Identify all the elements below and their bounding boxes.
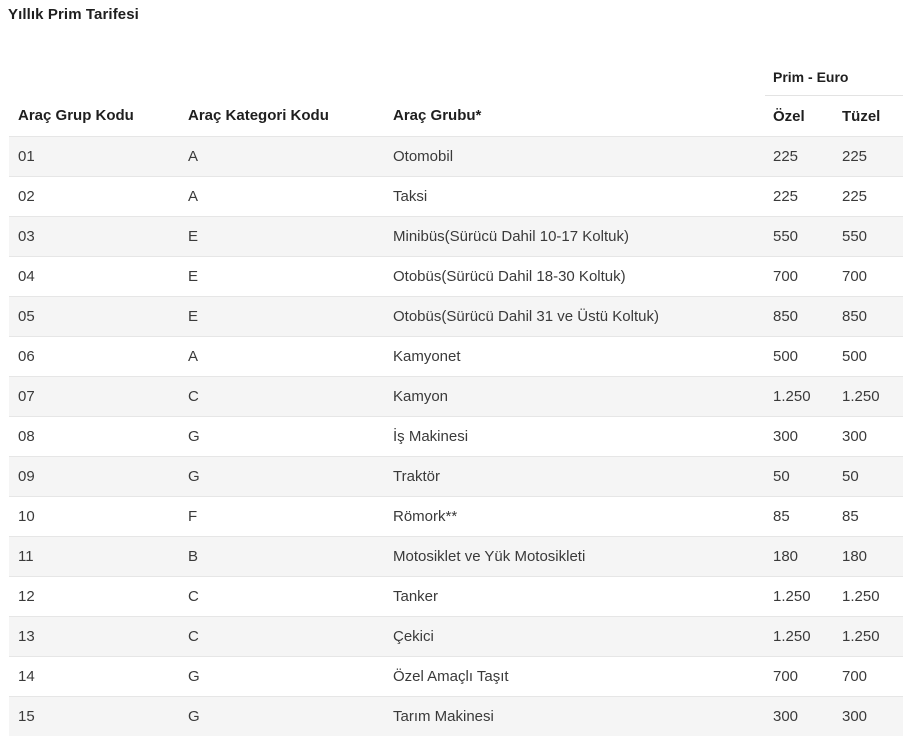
premium-tariff-table: [9, 58, 903, 736]
table-row: [9, 497, 903, 537]
cell-vehicle-group-code: 12: [9, 577, 179, 617]
cell-vehicle-category-code: F: [179, 497, 384, 537]
cell-vehicle-group: Özel Amaçlı Taşıt: [384, 657, 765, 697]
table-row: [9, 217, 903, 257]
table-row: [9, 417, 903, 457]
cell-vehicle-category-code: A: [179, 337, 384, 377]
cell-private-premium: 1.250: [765, 577, 834, 617]
cell-vehicle-group-code: 09: [9, 457, 179, 497]
cell-vehicle-group: Kamyon: [384, 377, 765, 417]
table-row: [9, 577, 903, 617]
cell-vehicle-category-code: A: [179, 137, 384, 177]
cell-private-premium: 225: [765, 177, 834, 217]
table-row: [9, 297, 903, 337]
cell-vehicle-group-code: 13: [9, 617, 179, 657]
cell-vehicle-group: Otobüs(Sürücü Dahil 31 ve Üstü Koltuk): [384, 297, 765, 337]
cell-corporate-premium: 550: [834, 217, 903, 257]
cell-vehicle-group: Otomobil: [384, 137, 765, 177]
cell-vehicle-group-code: 11: [9, 537, 179, 577]
table-row: [9, 177, 903, 217]
cell-vehicle-category-code: E: [179, 257, 384, 297]
cell-vehicle-group: Tarım Makinesi: [384, 697, 765, 737]
cell-vehicle-category-code: G: [179, 417, 384, 457]
cell-private-premium: 180: [765, 537, 834, 577]
cell-vehicle-group-code: 08: [9, 417, 179, 457]
cell-corporate-premium: 700: [834, 257, 903, 297]
cell-vehicle-group-code: 01: [9, 137, 179, 177]
cell-vehicle-group-code: 10: [9, 497, 179, 537]
cell-corporate-premium: 225: [834, 177, 903, 217]
cell-vehicle-group-code: 14: [9, 657, 179, 697]
cell-vehicle-group: Römork**: [384, 497, 765, 537]
cell-vehicle-group: Kamyonet: [384, 337, 765, 377]
table-row: [9, 137, 903, 177]
cell-vehicle-category-code: C: [179, 377, 384, 417]
col-header-private: Özel: [773, 107, 805, 125]
header-spacer: [384, 58, 765, 96]
cell-private-premium: 500: [765, 337, 834, 377]
cell-vehicle-group-code: 05: [9, 297, 179, 337]
cell-vehicle-group: İş Makinesi: [384, 417, 765, 457]
cell-private-premium: 850: [765, 297, 834, 337]
header-group-row: [9, 58, 903, 96]
cell-vehicle-category-code: G: [179, 697, 384, 737]
cell-vehicle-group: Tanker: [384, 577, 765, 617]
cell-private-premium: 225: [765, 137, 834, 177]
cell-corporate-premium: 300: [834, 417, 903, 457]
cell-vehicle-group: Traktör: [384, 457, 765, 497]
cell-vehicle-category-code: G: [179, 657, 384, 697]
cell-vehicle-group: Çekici: [384, 617, 765, 657]
cell-corporate-premium: 700: [834, 657, 903, 697]
cell-private-premium: 700: [765, 657, 834, 697]
cell-vehicle-category-code: C: [179, 577, 384, 617]
cell-private-premium: 85: [765, 497, 834, 537]
cell-vehicle-group-code: 02: [9, 177, 179, 217]
header-spacer: [179, 58, 384, 96]
cell-private-premium: 1.250: [765, 377, 834, 417]
table-row: [9, 537, 903, 577]
col-header-corporate: Tüzel: [842, 107, 881, 125]
cell-vehicle-category-code: E: [179, 217, 384, 257]
cell-vehicle-group-code: 15: [9, 697, 179, 737]
cell-private-premium: 1.250: [765, 617, 834, 657]
cell-vehicle-group: Motosiklet ve Yük Motosikleti: [384, 537, 765, 577]
cell-vehicle-category-code: C: [179, 617, 384, 657]
col-header-vehicle-category-code: Araç Kategori Kodu: [188, 107, 329, 125]
cell-corporate-premium: 300: [834, 697, 903, 737]
cell-vehicle-group: Taksi: [384, 177, 765, 217]
cell-private-premium: 550: [765, 217, 834, 257]
table-row: [9, 657, 903, 697]
cell-corporate-premium: 1.250: [834, 617, 903, 657]
cell-vehicle-group-code: 04: [9, 257, 179, 297]
col-header-vehicle-group: Araç Grubu*: [393, 107, 482, 125]
cell-corporate-premium: 500: [834, 337, 903, 377]
table-row: [9, 257, 903, 297]
table-row: [9, 377, 903, 417]
cell-private-premium: 700: [765, 257, 834, 297]
cell-corporate-premium: 850: [834, 297, 903, 337]
cell-corporate-premium: 1.250: [834, 577, 903, 617]
cell-corporate-premium: 85: [834, 497, 903, 537]
cell-corporate-premium: 1.250: [834, 377, 903, 417]
table-row: [9, 337, 903, 377]
cell-vehicle-group-code: 03: [9, 217, 179, 257]
cell-vehicle-group: Otobüs(Sürücü Dahil 18-30 Koltuk): [384, 257, 765, 297]
cell-vehicle-group: Minibüs(Sürücü Dahil 10-17 Koltuk): [384, 217, 765, 257]
cell-private-premium: 300: [765, 417, 834, 457]
cell-vehicle-group-code: 06: [9, 337, 179, 377]
table-body: [9, 137, 903, 737]
page-title: Yıllık Prim Tarifesi: [8, 6, 139, 23]
cell-private-premium: 50: [765, 457, 834, 497]
header-spacer: [9, 58, 179, 96]
cell-vehicle-category-code: A: [179, 177, 384, 217]
table-row: [9, 617, 903, 657]
cell-vehicle-category-code: G: [179, 457, 384, 497]
cell-vehicle-group-code: 07: [9, 377, 179, 417]
cell-corporate-premium: 225: [834, 137, 903, 177]
col-header-vehicle-group-code: Araç Grup Kodu: [18, 107, 134, 125]
table-header: [9, 58, 903, 137]
cell-vehicle-category-code: B: [179, 537, 384, 577]
cell-corporate-premium: 180: [834, 537, 903, 577]
cell-vehicle-category-code: E: [179, 297, 384, 337]
table-row: [9, 457, 903, 497]
cell-private-premium: 300: [765, 697, 834, 737]
header-column-row: [9, 96, 903, 137]
table-row: [9, 697, 903, 737]
cell-corporate-premium: 50: [834, 457, 903, 497]
prim-euro-group-header: Prim - Euro: [765, 58, 903, 96]
